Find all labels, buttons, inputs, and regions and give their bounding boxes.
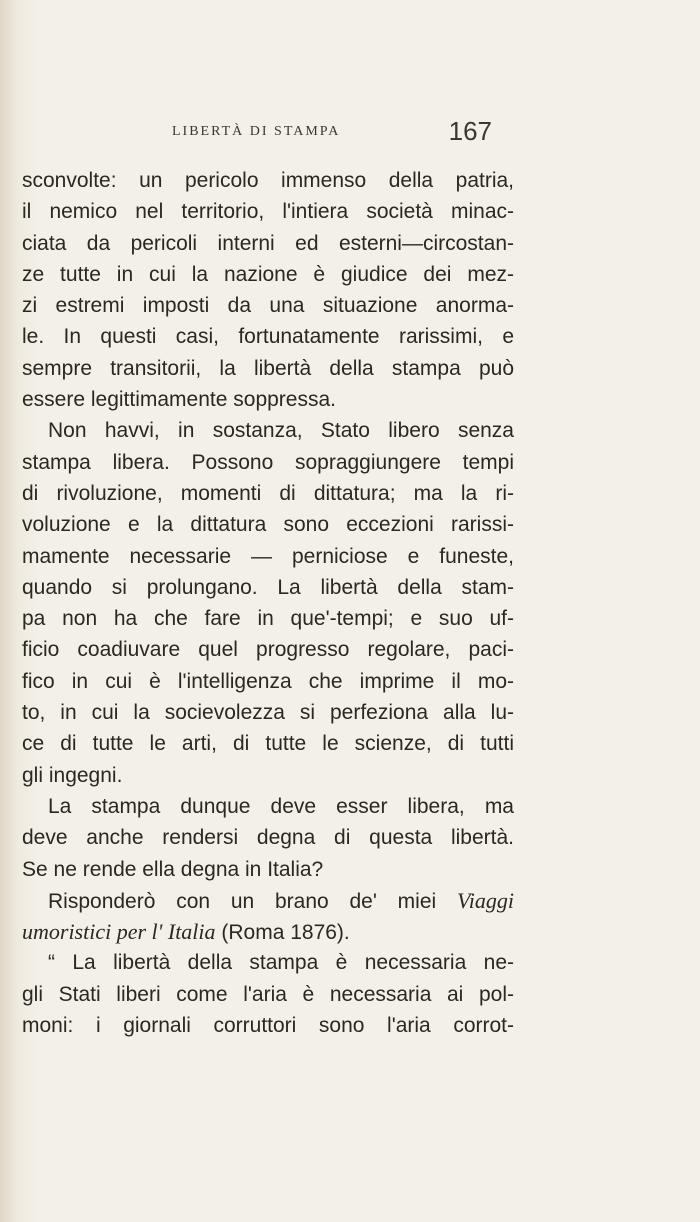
text-line: pa non ha che fare in que'-tempi; e suo uf- — [22, 607, 514, 631]
text-line — [22, 885, 514, 916]
text-line: essere legittimamente soppressa. — [22, 388, 336, 412]
text-line: La stampa dunque deve esser libera, ma — [48, 794, 514, 818]
page-number: 167 — [448, 116, 492, 146]
text-line: voluzione e la dittatura sono eccezioni rarissi- — [22, 513, 514, 537]
text-line: stampa libera. Possono sopraggiungere tempi — [22, 450, 514, 474]
text-line: Se ne rende ella degna in Italia? — [22, 857, 324, 881]
text-line: gli ingegni. — [22, 763, 123, 787]
text-line: to, in cui la socievolezza si perfeziona alla lu- — [22, 701, 514, 725]
page-header — [172, 116, 492, 150]
text-line — [22, 916, 514, 947]
text-segment: Risponderò con un brano de' miei — [48, 889, 437, 913]
text-line: gli Stati liberi come l'aria è necessaria ai pol- — [22, 982, 514, 1006]
text-line: le. In questi casi, fortunatamente rarissimi, e — [22, 325, 514, 349]
text-line: Non havvi, in sostanza, Stato libero senza — [48, 419, 514, 443]
text-line: moni: i giornali corruttori sono l'aria corrot- — [22, 1014, 514, 1038]
running-title: LIBERTÀ DI STAMPA — [172, 124, 341, 139]
text-line: ficio coadiuvare quel progresso regolare, paci- — [22, 638, 514, 662]
body-text — [22, 165, 514, 1041]
text-segment: (Roma 1876). — [221, 921, 350, 945]
text-line: “ La libertà della stampa è necessaria ne- — [48, 951, 514, 975]
text-line: quando si prolungano. La libertà della stam- — [22, 575, 514, 599]
text-line: mamente necessarie — perniciose e funeste, — [22, 544, 514, 568]
text-line: zi estremi imposti da una situazione anorma- — [22, 294, 514, 318]
text-line: di rivoluzione, momenti di dittatura; ma la ri- — [22, 481, 514, 505]
text-line: ce di tutte le arti, di tutte le scienze, di tutti — [22, 732, 514, 756]
italic-title: Viaggi — [456, 887, 514, 913]
text-line: ze tutte in cui la nazione è giudice dei mez- — [22, 262, 514, 286]
italic-title: umoristici per l' Italia — [22, 919, 216, 945]
text-line: fico in cui è l'intelligenza che imprime il mo- — [22, 669, 514, 693]
text-line: sconvolte: un pericolo immenso della patria, — [22, 169, 514, 192]
text-line: sempre transitorii, la libertà della stampa può — [22, 356, 514, 380]
text-line: ciata da pericoli interni ed esterni—circostan- — [22, 231, 514, 255]
text-line: deve anche rendersi degna di questa libertà. — [22, 826, 514, 850]
text-line: il nemico nel territorio, l'intiera società minac- — [22, 200, 514, 224]
